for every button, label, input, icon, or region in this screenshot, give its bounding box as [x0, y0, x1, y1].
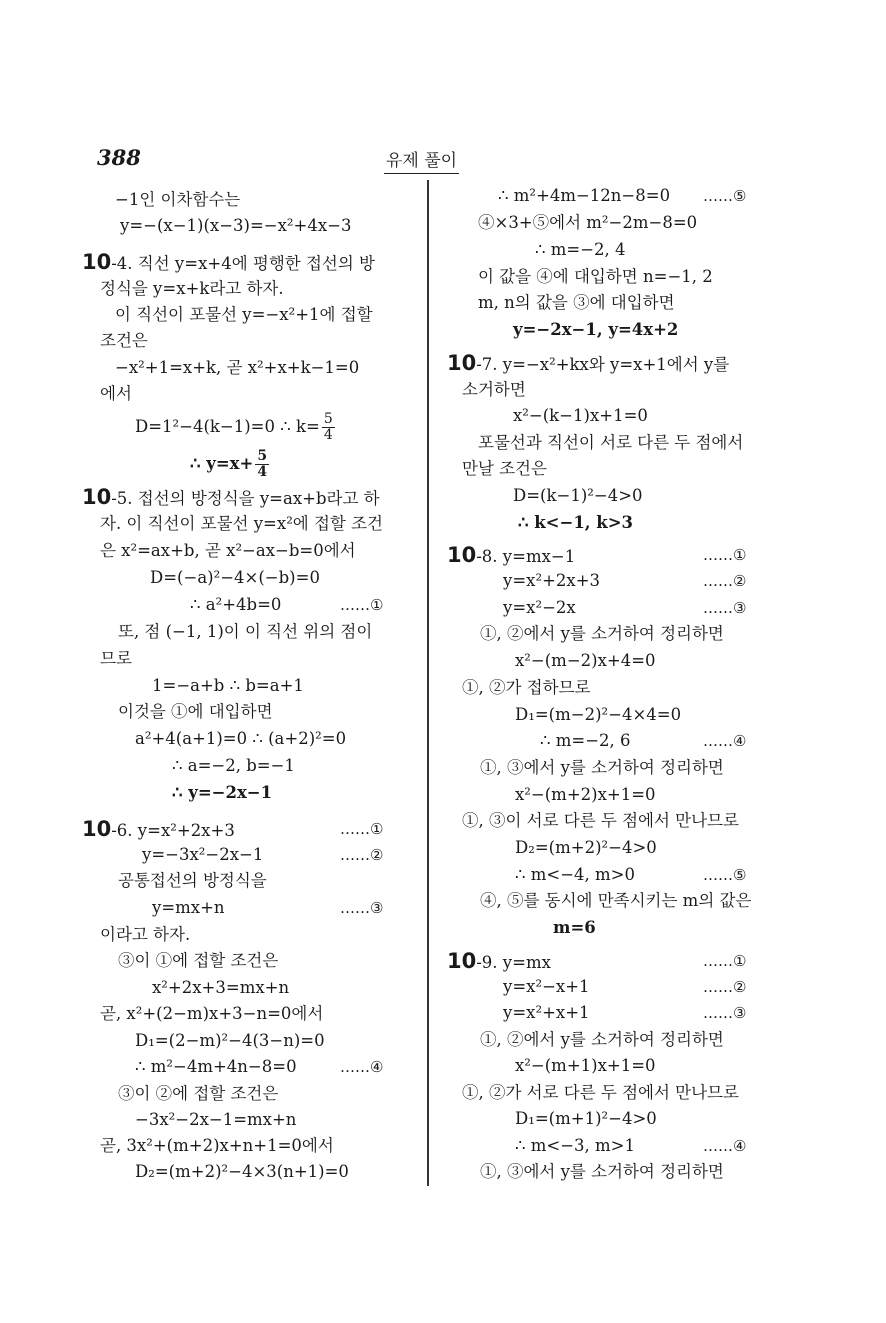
problem-heading-line [82, 251, 375, 275]
fraction [255, 449, 269, 480]
text-line [118, 621, 372, 643]
equation-marker: ……③ [703, 599, 747, 617]
page-number: 388 [97, 145, 141, 170]
text-line [540, 730, 631, 752]
problem-number: 10 [82, 817, 112, 841]
line-text: x²−(m−2)x+4=0 [515, 651, 656, 670]
text-line [152, 675, 304, 697]
text-line [553, 917, 596, 939]
text-line [190, 594, 281, 616]
line-text: 조건은 [100, 331, 148, 350]
text-line [100, 278, 284, 300]
line-text: ∴ m²−4m+4n−8=0 [135, 1057, 297, 1076]
text-line [135, 1030, 325, 1052]
line-text: 이것을 ①에 대입하면 [118, 702, 273, 721]
line-text: 포물선과 직선이 서로 다른 두 점에서 [478, 433, 744, 452]
text-line [152, 977, 289, 999]
line-text: 므로 [100, 649, 132, 668]
text-line [100, 1135, 334, 1157]
equation-marker: ……① [340, 820, 384, 838]
text-line [462, 677, 590, 699]
text-line [115, 304, 373, 326]
equation-marker: ……① [340, 596, 384, 614]
line-text: ①, ②가 접하므로 [462, 678, 591, 697]
line-text: D₂=(m+2)²−4×3(n+1)=0 [135, 1162, 349, 1181]
problem-number: 10 [82, 485, 112, 509]
equation-marker: ……② [703, 572, 747, 590]
line-text: ∴ a²+4b=0 [190, 595, 282, 614]
line-text: ∴ y=−2x−1 [172, 783, 273, 802]
text-line [462, 810, 739, 832]
text-line [480, 1161, 724, 1183]
line-text: 이 직선이 포물선 y=−x²+1에 접할 [115, 305, 373, 324]
fraction-denominator: 4 [257, 464, 268, 480]
line-text: 곧, x²+(2−m)x+3−n=0에서 [100, 1004, 324, 1023]
text-line [515, 784, 656, 806]
line-text: x²−(k−1)x+1=0 [513, 406, 648, 425]
line-text: ①, ②에서 y를 소거하여 정리하면 [480, 624, 724, 643]
line-text: 이 값을 ④에 대입하면 n=−1, 2 [478, 267, 713, 286]
line-text: ①, ③에서 y를 소거하여 정리하면 [480, 1162, 724, 1181]
fraction [322, 412, 335, 443]
text-line [462, 458, 547, 480]
line-text: -8. y=mx−1 [476, 547, 576, 566]
line-text: ①, ②가 서로 다른 두 점에서 만나므로 [462, 1083, 739, 1102]
line-text: −x²+1=x+k, 곧 x²+x+k−1=0 [115, 358, 360, 377]
text-line [100, 513, 383, 535]
line-text: D=(−a)²−4×(−b)=0 [150, 568, 320, 587]
text-line [118, 701, 273, 723]
line-text: ③이 ①에 접할 조건은 [118, 951, 279, 970]
problem-number: 10 [82, 250, 112, 274]
text-line [115, 357, 359, 379]
text-line [515, 1135, 635, 1157]
text-line [518, 512, 633, 534]
text-line [515, 1055, 656, 1077]
line-text: D₁=(2−m)²−4(3−n)=0 [135, 1031, 325, 1050]
equation-marker: ……④ [703, 732, 747, 750]
line-text: y=x²−2x [503, 598, 576, 617]
text-line [498, 185, 670, 207]
line-text: 소거하면 [462, 380, 526, 399]
section-title: 유제 풀이 [384, 146, 459, 174]
text-line [503, 1002, 590, 1024]
column-divider [427, 180, 429, 1186]
equation-marker: ……② [703, 978, 747, 996]
text-line [135, 1056, 297, 1078]
line-text: y=−2x−1, y=4x+2 [513, 320, 679, 339]
problem-heading-line [447, 352, 729, 376]
line-text: x²−(m+1)x+1=0 [515, 1056, 656, 1075]
line-text: -6. y=x²+2x+3 [111, 821, 235, 840]
equation-marker: ……③ [703, 1004, 747, 1022]
text-line [462, 1082, 739, 1104]
text-line [172, 755, 295, 777]
problem-number: 10 [447, 543, 477, 567]
line-text: D₁=(m+1)²−4>0 [515, 1109, 657, 1128]
line-text: ④×3+⑤에서 m²−2m−8=0 [478, 213, 698, 232]
problem-heading-line [82, 818, 235, 842]
problem-heading-line [447, 950, 551, 974]
line-text: ∴ y=x+ [190, 454, 254, 473]
text-line [480, 890, 751, 912]
text-line [480, 1029, 724, 1051]
line-text: 공통접선의 방정식을 [118, 871, 267, 890]
text-line [150, 567, 320, 589]
text-line [515, 1108, 657, 1130]
line-text: ∴ k<−1, k>3 [518, 513, 634, 532]
text-line [535, 239, 626, 261]
line-text: 정식을 y=x+k라고 하자. [100, 279, 284, 298]
problem-heading-line [82, 486, 380, 510]
text-line [120, 215, 352, 237]
line-text: x²+2x+3=mx+n [152, 978, 290, 997]
text-line [478, 432, 743, 454]
line-text: D=1²−4(k−1)=0 ∴ k= [135, 417, 320, 436]
text-line [503, 597, 576, 619]
line-text: y=−3x²−2x−1 [142, 845, 264, 864]
line-text: ③이 ②에 접할 조건은 [118, 1084, 279, 1103]
equation-marker: ……③ [340, 899, 384, 917]
line-text: y=x²+2x+3 [503, 571, 601, 590]
text-line [135, 1109, 296, 1131]
text-line [515, 704, 681, 726]
line-text: 만날 조건은 [462, 459, 547, 478]
equation-marker: ……⑤ [703, 187, 747, 205]
problem-heading-line [447, 544, 575, 568]
text-line [100, 330, 148, 352]
equation-marker: ……④ [340, 1058, 384, 1076]
fraction-denominator: 4 [323, 427, 333, 443]
line-text: ∴ m<−3, m>1 [515, 1136, 635, 1155]
line-text: -9. y=mx [476, 953, 551, 972]
line-text: 자. 이 직선이 포물선 y=x²에 접할 조건 [100, 514, 383, 533]
text-line [115, 189, 240, 211]
line-text: y=mx+n [152, 898, 225, 917]
text-line [100, 924, 190, 946]
text-line [190, 449, 269, 480]
text-line [100, 540, 356, 562]
line-text: 1=−a+b ∴ b=a+1 [152, 676, 304, 695]
text-line [478, 292, 675, 314]
text-line [503, 570, 600, 592]
text-line [503, 976, 590, 998]
line-text: 은 x²=ax+b, 곧 x²−ax−b=0에서 [100, 541, 356, 560]
text-line [462, 379, 526, 401]
text-line [100, 383, 132, 405]
line-text: ④, ⑤를 동시에 만족시키는 m의 값은 [480, 891, 752, 910]
text-line [100, 1003, 323, 1025]
line-text: D₁=(m−2)²−4×4=0 [515, 705, 682, 724]
text-line [135, 412, 335, 443]
line-text: ∴ m<−4, m>0 [515, 865, 635, 884]
line-text: ∴ m=−2, 4 [535, 240, 626, 259]
line-text: ①, ②에서 y를 소거하여 정리하면 [480, 1030, 724, 1049]
text-line [515, 864, 635, 886]
line-text: 곧, 3x²+(m+2)x+n+1=0에서 [100, 1136, 334, 1155]
line-text: -5. 접선의 방정식을 y=ax+b라고 하 [111, 489, 380, 508]
line-text: -4. 직선 y=x+4에 평행한 접선의 방 [111, 254, 375, 273]
text-line [478, 266, 713, 288]
text-line [480, 757, 724, 779]
line-text: 에서 [100, 384, 132, 403]
equation-marker: ……⑤ [703, 866, 747, 884]
text-line [513, 405, 648, 427]
text-line [172, 782, 272, 804]
equation-marker: ……④ [703, 1137, 747, 1155]
text-line [513, 319, 678, 341]
equation-marker: ……① [703, 952, 747, 970]
fraction-numerator: 5 [257, 448, 268, 464]
text-line [118, 950, 278, 972]
text-line [100, 648, 132, 670]
text-line [515, 837, 657, 859]
problem-number: 10 [447, 351, 477, 375]
text-line [142, 844, 263, 866]
line-text: y=x²+x+1 [503, 1003, 590, 1022]
line-text: ①, ③에서 y를 소거하여 정리하면 [480, 758, 724, 777]
text-line [118, 870, 267, 892]
text-line [515, 650, 656, 672]
line-text: 이라고 하자. [100, 925, 191, 944]
line-text: ∴ m²+4m−12n−8=0 [498, 186, 671, 205]
line-text: D₂=(m+2)²−4>0 [515, 838, 657, 857]
line-text: a²+4(a+1)=0 ∴ (a+2)²=0 [135, 729, 347, 748]
line-text: −3x²−2x−1=mx+n [135, 1110, 297, 1129]
text-line [480, 623, 724, 645]
line-text: ∴ a=−2, b=−1 [172, 756, 295, 775]
line-text: D=(k−1)²−4>0 [513, 486, 643, 505]
line-text: y=x²−x+1 [503, 977, 590, 996]
equation-marker: ……② [340, 846, 384, 864]
problem-number: 10 [447, 949, 477, 973]
equation-marker: ……① [703, 546, 747, 564]
line-text: 또, 점 (−1, 1)이 이 직선 위의 점이 [118, 622, 373, 641]
line-text: ①, ③이 서로 다른 두 점에서 만나므로 [462, 811, 739, 830]
text-line [118, 1083, 278, 1105]
line-text: m=6 [553, 918, 596, 937]
text-line [135, 1161, 349, 1183]
line-text: -7. y=−x²+kx와 y=x+1에서 y를 [476, 355, 730, 374]
line-text: x²−(m+2)x+1=0 [515, 785, 656, 804]
fraction-numerator: 5 [323, 411, 333, 427]
text-line [478, 212, 697, 234]
text-line [152, 897, 225, 919]
line-text: y=−(x−1)(x−3)=−x²+4x−3 [120, 216, 352, 235]
line-text: ∴ m=−2, 6 [540, 731, 631, 750]
line-text: −1인 이차함수는 [115, 190, 241, 209]
line-text: m, n의 값을 ③에 대입하면 [478, 293, 675, 312]
text-line [135, 728, 346, 750]
text-line [513, 485, 643, 507]
